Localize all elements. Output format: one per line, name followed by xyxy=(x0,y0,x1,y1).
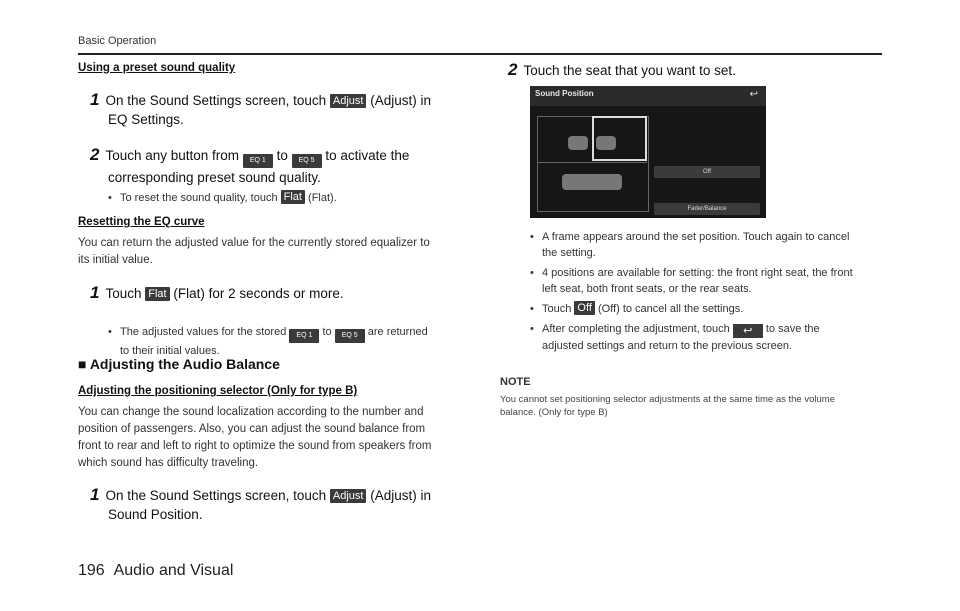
step-text: (Adjust) in xyxy=(370,93,431,108)
step-text: to xyxy=(276,148,288,163)
step-text: corresponding preset sound quality. xyxy=(108,170,321,185)
step-flat xyxy=(90,283,470,303)
section-title: ■ Adjusting the Audio Balance xyxy=(78,356,280,372)
bullet-text: Touch xyxy=(542,303,572,315)
step-text: to activate the xyxy=(325,148,410,163)
note-text: (Flat). xyxy=(308,192,337,204)
step-number: 1 xyxy=(90,485,100,504)
rear-seats[interactable] xyxy=(562,174,622,190)
step-touch-seat xyxy=(508,60,736,80)
bullet-text: (Off) to cancel all the settings. xyxy=(597,303,744,315)
step-number: 1 xyxy=(90,283,100,302)
bullet-text: A frame appears around the set position. Touch again to cancel xyxy=(542,231,850,243)
bullet-text: left seat, both front seats, or the rear seats. xyxy=(542,283,752,295)
screen-title-bar xyxy=(530,86,766,106)
step-text: Touch xyxy=(105,286,142,301)
step-number: 2 xyxy=(90,145,100,164)
page-footer xyxy=(78,562,233,580)
note-text: To reset the sound quality, touch xyxy=(120,192,278,204)
positioning-heading: Adjusting the positioning selector (Only for type B) xyxy=(78,385,358,397)
note-initial xyxy=(106,324,480,359)
fader-balance-button[interactable]: Fader/Balance xyxy=(654,203,760,215)
step-text: Touch the seat that you want to set. xyxy=(523,63,736,78)
bullet-positions xyxy=(528,265,888,297)
body-line: You can return the adjusted value for the currently stored equalizer to xyxy=(78,237,430,249)
eq5-button[interactable]: EQ 5 xyxy=(292,154,322,168)
step-adjust-position xyxy=(90,485,470,524)
bullet-text: 4 positions are available for setting: the front right seat, the front xyxy=(542,267,853,279)
header-rule xyxy=(78,53,882,55)
step-eq-preset xyxy=(90,145,470,187)
front-left-seat[interactable] xyxy=(568,136,588,150)
bullet-list xyxy=(528,229,888,354)
body-line: front to rear and left to right to optimize the sound from speakers from xyxy=(78,440,432,452)
step-text: (Adjust) in xyxy=(370,488,431,503)
running-header: Basic Operation xyxy=(78,35,157,47)
body-line: its initial value. xyxy=(78,254,153,266)
note-text: The adjusted values for the stored xyxy=(120,326,287,338)
step-number: 1 xyxy=(90,90,100,109)
reset-heading: Resetting the EQ curve xyxy=(78,216,205,228)
note-line: balance. (Only for type B) xyxy=(500,407,608,418)
off-button[interactable]: Off xyxy=(654,166,760,178)
bullet-text: to save the xyxy=(765,323,820,335)
back-icon[interactable]: ↩ xyxy=(733,324,763,338)
step-text: EQ Settings. xyxy=(108,112,184,127)
step-text: On the Sound Settings screen, touch xyxy=(105,488,327,503)
bullet-text: the setting. xyxy=(542,247,596,259)
seat-divider xyxy=(537,162,647,163)
step-text: (Flat) for 2 seconds or more. xyxy=(173,286,344,301)
adjust-button[interactable]: Adjust xyxy=(330,94,367,108)
screen-title: Sound Position xyxy=(535,89,594,98)
back-icon[interactable]: ↩ xyxy=(749,89,758,100)
step-adjust-eq xyxy=(90,90,470,129)
body-line: which sound has difficulty traveling. xyxy=(78,457,259,469)
note-text: to xyxy=(322,326,332,338)
bullet-save xyxy=(528,321,888,354)
note-line: You cannot set positioning selector adjustments at the same time as the volume xyxy=(500,394,835,405)
eq5-button[interactable]: EQ 5 xyxy=(335,329,365,343)
step-text: Sound Position. xyxy=(108,507,203,522)
off-button[interactable]: Off xyxy=(574,301,594,315)
eq1-button[interactable]: EQ 1 xyxy=(289,329,319,343)
page-number: 196 xyxy=(78,562,105,579)
body-line: You can change the sound localization according to the number and xyxy=(78,406,424,418)
note-text: to their initial values. xyxy=(120,345,220,357)
flat-button[interactable]: Flat xyxy=(145,287,169,301)
footer-section: Audio and Visual xyxy=(113,562,234,579)
bullet-off xyxy=(528,301,888,317)
note-text: are returned xyxy=(367,326,428,338)
bullet-frame xyxy=(528,229,888,261)
adjust-button[interactable]: Adjust xyxy=(330,489,367,503)
body-line: position of passengers. Also, you can adjust the sound balance from xyxy=(78,423,426,435)
step-text: Touch any button from xyxy=(105,148,240,163)
preset-heading: Using a preset sound quality xyxy=(78,62,236,74)
note-title: NOTE xyxy=(500,376,531,388)
eq1-button[interactable]: EQ 1 xyxy=(243,154,273,168)
sound-position-screenshot xyxy=(530,86,766,218)
positioning-body xyxy=(78,404,431,472)
step-text: On the Sound Settings screen, touch xyxy=(105,93,327,108)
flat-button[interactable]: Flat xyxy=(281,190,305,204)
reset-body xyxy=(78,235,430,269)
bullet-text: After completing the adjustment, touch xyxy=(542,323,730,335)
selection-frame xyxy=(592,116,647,161)
note-body xyxy=(500,393,835,419)
step-number: 2 xyxy=(508,60,518,79)
bullet-text: adjusted settings and return to the previous screen. xyxy=(542,340,793,352)
